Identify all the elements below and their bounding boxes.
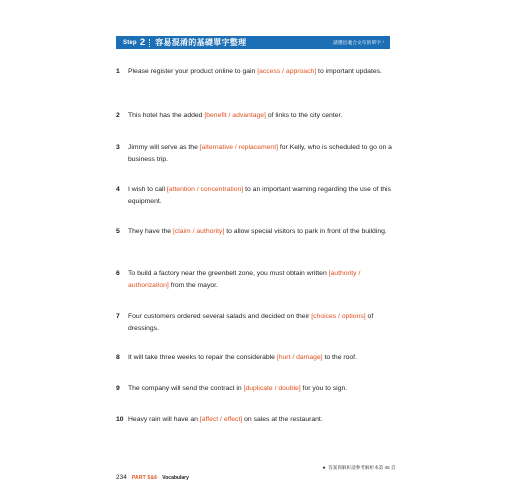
word-choice[interactable]: [attention / concentration] [166, 186, 244, 193]
step-banner [116, 36, 390, 49]
question-number: 7 [116, 313, 120, 320]
star-icon: ★ [322, 465, 327, 470]
step-divider [149, 39, 150, 47]
instruction-text: 請選出適合文句的單字 [333, 41, 381, 46]
question-number: 8 [116, 354, 120, 361]
sentence-text: of links to the city center. [265, 112, 343, 119]
sentence-text: for you to sign. [300, 385, 348, 392]
instruction [333, 39, 384, 46]
question-sentence [128, 311, 396, 335]
word-choice[interactable]: [claim / authority] [172, 228, 225, 235]
sentence-text: for Kelly, who is scheduled to go on a business trip. [128, 144, 392, 163]
word-choice[interactable]: [benefit / advantage] [204, 112, 266, 119]
question-item [116, 110, 396, 122]
word-choice[interactable]: [choices / options] [311, 313, 366, 320]
question-item [116, 184, 396, 208]
question-sentence [128, 66, 396, 78]
sentence-text: on sales at the restaurant. [242, 416, 323, 423]
question-sentence [128, 226, 396, 238]
sentence-text: To build a factory near the greenbelt zone, you must obtain written [128, 270, 329, 277]
word-choice[interactable]: [access / approach] [257, 68, 317, 75]
question-item [116, 311, 396, 335]
sentence-text: to important updates. [316, 68, 382, 75]
sentence-text: This hotel has the added [128, 112, 205, 119]
sentence-text: Jimmy will serve as the [128, 144, 200, 151]
sentence-text: of dressings. [128, 313, 374, 332]
sentence-text: Heavy rain will have an [128, 416, 200, 423]
question-item [116, 66, 396, 78]
question-item [116, 268, 396, 292]
step-number: 2 [139, 37, 146, 48]
question-number: 1 [116, 68, 120, 75]
section-title: 容易混淆的基礎單字整理 [155, 38, 247, 47]
question-sentence [128, 184, 396, 208]
answer-reference-note [322, 465, 396, 471]
answer-reference-text: 答案與解析請參考解析本第 45 頁 [328, 465, 396, 470]
page-number: 234 [116, 474, 127, 481]
question-item [116, 226, 396, 238]
sentence-text: to allow special visitors to park in front of the building. [224, 228, 387, 235]
question-item [116, 352, 396, 364]
question-number: 5 [116, 228, 120, 235]
word-choice[interactable]: [authority / authorization] [128, 270, 361, 289]
sentence-text: Four customers ordered several salads and decided on their [128, 313, 312, 320]
sentence-text: I wish to call [128, 186, 167, 193]
sentence-text: to an important warning regarding the use of this equipment. [128, 186, 391, 205]
question-number: 3 [116, 144, 120, 151]
question-number: 2 [116, 112, 120, 119]
sentence-text: They have the [128, 228, 173, 235]
question-item [116, 142, 396, 166]
word-choice[interactable]: [duplicate / double] [243, 385, 301, 392]
question-number: 6 [116, 270, 120, 277]
section-label: Vocabulary [162, 475, 189, 481]
sentence-text: It will take three weeks to repair the considerable [128, 354, 277, 361]
sentence-text: to the roof. [322, 354, 357, 361]
chevron-right-icon: › [382, 39, 384, 45]
question-number: 10 [116, 416, 124, 423]
question-number: 4 [116, 186, 120, 193]
word-choice[interactable]: [affect / effect] [199, 416, 243, 423]
word-choice[interactable]: [hurt / damage] [276, 354, 323, 361]
part-label: PART 5&6 [131, 475, 158, 481]
question-sentence [128, 352, 396, 364]
sentence-text: The company will send the contract in [128, 385, 244, 392]
question-item [116, 383, 396, 395]
question-sentence [128, 414, 396, 426]
sentence-text: Please register your product online to gain [128, 68, 258, 75]
step-label: Step [123, 39, 137, 46]
question-sentence [128, 110, 396, 122]
question-number: 9 [116, 385, 120, 392]
sentence-text: from the mayor. [168, 282, 218, 289]
page-footer [116, 474, 189, 481]
word-choice[interactable]: [alternative / replacement] [199, 144, 278, 151]
question-sentence [128, 268, 396, 292]
question-item [116, 414, 396, 426]
question-sentence [128, 142, 396, 166]
question-sentence [128, 383, 396, 395]
